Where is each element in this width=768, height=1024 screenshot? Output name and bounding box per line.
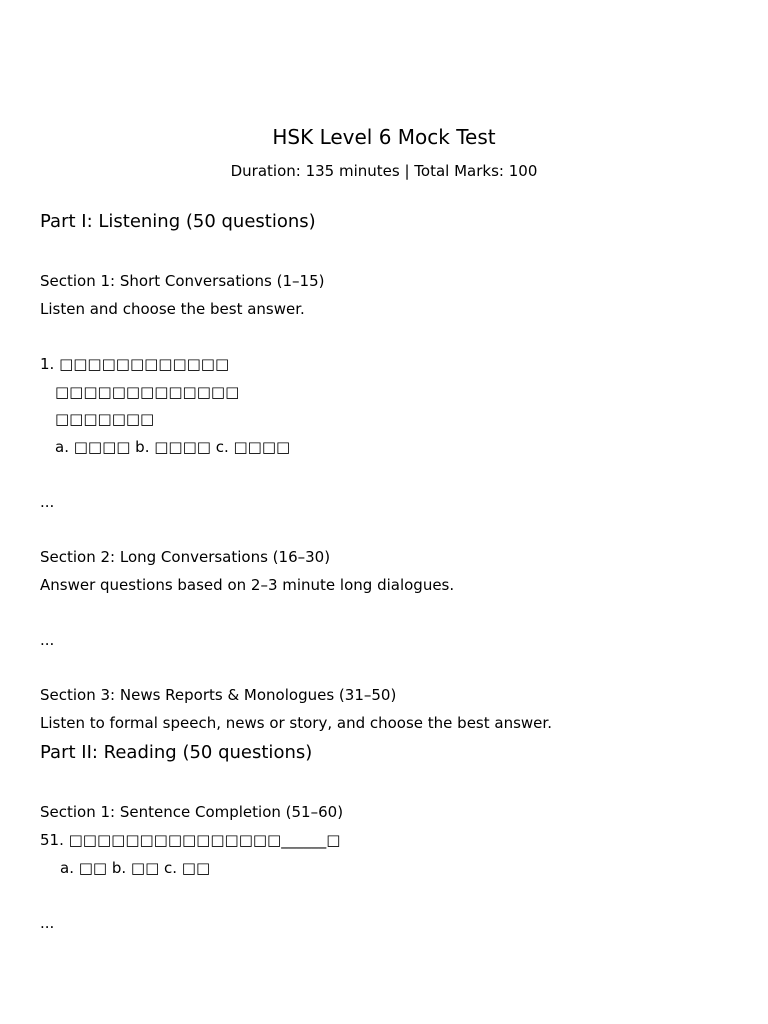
question-51: 51. □□□□□□□□□□□□□□□______□ xyxy=(40,831,341,849)
part1-section2-title: Section 2: Long Conversations (16–30) xyxy=(40,548,331,566)
document-title: HSK Level 6 Mock Test xyxy=(272,125,496,149)
part1-section1-instruction: Listen and choose the best answer. xyxy=(40,300,305,318)
question-1-line2: □□□□□□□□□□□□□ xyxy=(55,383,240,401)
document-subtitle: Duration: 135 minutes | Total Marks: 100 xyxy=(230,162,538,180)
part1-section1-ellipsis: ... xyxy=(40,493,55,511)
question-1-line3: □□□□□□□ xyxy=(55,410,155,428)
part2-section1-title: Section 1: Sentence Completion (51–60) xyxy=(40,803,344,821)
part1-section2-ellipsis: ... xyxy=(40,631,55,649)
part1-section1-title: Section 1: Short Conversations (1–15) xyxy=(40,272,325,290)
part1-section3-title: Section 3: News Reports & Monologues (31–50) xyxy=(40,686,397,704)
part2-heading: Part II: Reading (50 questions) xyxy=(40,742,313,763)
part1-section2-instruction: Answer questions based on 2–3 minute long dialogues. xyxy=(40,576,455,594)
question-1-line1: 1. □□□□□□□□□□□□ xyxy=(40,355,230,373)
part1-section3-instruction: Listen to formal speech, news or story, and choose the best answer. xyxy=(40,714,552,732)
part1-heading: Part I: Listening (50 questions) xyxy=(40,211,316,232)
question-1-options: a. □□□□ b. □□□□ c. □□□□ xyxy=(55,438,291,456)
part2-section1-ellipsis: ... xyxy=(40,914,55,932)
question-51-options: a. □□ b. □□ c. □□ xyxy=(60,859,211,877)
